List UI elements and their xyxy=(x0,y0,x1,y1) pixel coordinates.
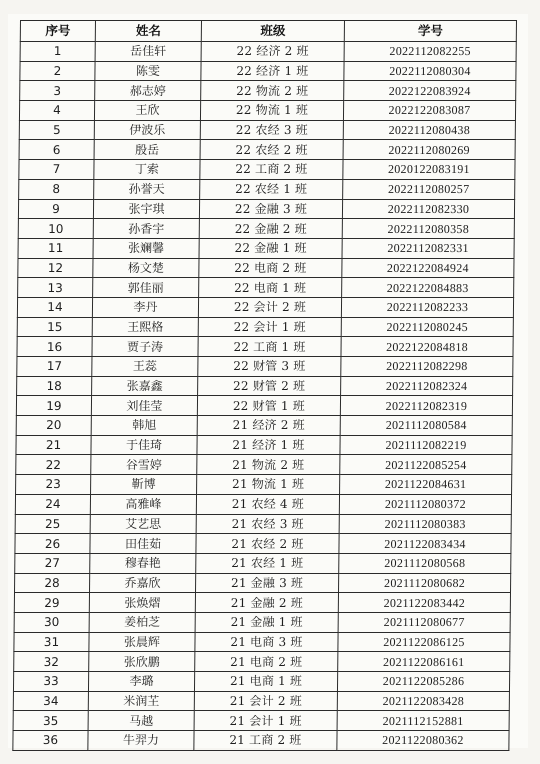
cell-serial-number: 4 xyxy=(19,101,94,121)
cell-class: 22 经济 2 班 xyxy=(201,42,344,62)
cell-class: 22 财管 1 班 xyxy=(197,396,340,416)
cell-serial-number: 36 xyxy=(13,731,88,751)
cell-serial-number: 31 xyxy=(14,632,89,652)
document-page xyxy=(8,14,528,748)
table-row xyxy=(16,435,512,455)
cell-student-id: 2022122084924 xyxy=(342,258,514,278)
cell-name: 伊波乐 xyxy=(94,120,200,140)
cell-class: 21 农经 1 班 xyxy=(196,553,339,573)
table-row xyxy=(17,317,513,337)
cell-serial-number: 11 xyxy=(18,238,93,258)
cell-serial-number: 12 xyxy=(18,258,93,278)
cell-student-id: 2022112080304 xyxy=(344,61,516,81)
cell-class: 22 电商 2 班 xyxy=(199,258,342,278)
cell-serial-number: 34 xyxy=(13,691,88,711)
cell-name: 张焕熠 xyxy=(89,593,195,613)
cell-name: 张晨辉 xyxy=(89,632,195,652)
cell-class: 22 财管 3 班 xyxy=(198,357,341,377)
table-row xyxy=(14,593,510,613)
cell-name: 艾艺思 xyxy=(90,514,196,534)
table-row xyxy=(15,573,511,593)
cell-serial-number: 9 xyxy=(18,199,93,219)
table-row xyxy=(19,140,515,160)
header-row xyxy=(20,21,516,42)
cell-serial-number: 8 xyxy=(19,179,94,199)
cell-serial-number: 24 xyxy=(15,494,90,514)
table-row xyxy=(19,179,515,199)
cell-student-id: 2022112080438 xyxy=(343,120,515,140)
cell-class: 21 经济 2 班 xyxy=(197,416,340,436)
cell-class: 22 金融 2 班 xyxy=(199,219,342,239)
cell-name: 于佳琦 xyxy=(91,435,197,455)
cell-name: 王欣 xyxy=(94,101,200,121)
cell-student-id: 2022112082298 xyxy=(341,357,513,377)
cell-name: 贾子涛 xyxy=(92,337,198,357)
table-row xyxy=(14,612,510,632)
cell-name: 丁索 xyxy=(94,160,200,180)
cell-serial-number: 22 xyxy=(16,455,91,475)
table-row xyxy=(20,42,516,62)
cell-class: 21 金融 3 班 xyxy=(196,573,339,593)
cell-student-id: 2021122086125 xyxy=(338,632,510,652)
header-class: 班级 xyxy=(201,21,344,42)
cell-name: 张嘉鑫 xyxy=(92,376,198,396)
table-row xyxy=(15,553,511,573)
table-row xyxy=(17,376,513,396)
cell-name: 郝志婷 xyxy=(95,81,201,101)
cell-serial-number: 6 xyxy=(19,140,94,160)
cell-student-id: 2021122083428 xyxy=(337,691,509,711)
cell-student-id: 2021112080372 xyxy=(339,494,511,514)
table-row xyxy=(13,711,509,731)
cell-name: 乔嘉欣 xyxy=(90,573,196,593)
cell-serial-number: 21 xyxy=(16,435,91,455)
cell-student-id: 2021122085254 xyxy=(340,455,512,475)
table-row xyxy=(17,357,513,377)
cell-serial-number: 18 xyxy=(17,376,92,396)
cell-serial-number: 32 xyxy=(14,652,89,672)
cell-class: 21 金融 2 班 xyxy=(195,593,338,613)
cell-class: 22 物流 2 班 xyxy=(201,81,344,101)
cell-student-id: 2021122084631 xyxy=(340,475,512,495)
cell-class: 22 工商 1 班 xyxy=(198,337,341,357)
table-row xyxy=(18,278,514,298)
table-row xyxy=(20,61,516,81)
cell-name: 韩旭 xyxy=(91,416,197,436)
cell-serial-number: 15 xyxy=(17,317,92,337)
cell-student-id: 2022112082255 xyxy=(344,42,516,62)
cell-name: 田佳茹 xyxy=(90,534,196,554)
cell-serial-number: 16 xyxy=(17,337,92,357)
cell-student-id: 2022112080358 xyxy=(342,219,514,239)
cell-name: 陈雯 xyxy=(95,61,201,81)
cell-student-id: 2021112082219 xyxy=(340,435,512,455)
cell-class: 22 会计 1 班 xyxy=(198,317,341,337)
cell-serial-number: 17 xyxy=(17,357,92,377)
cell-class: 22 会计 2 班 xyxy=(198,297,341,317)
cell-class: 22 财管 2 班 xyxy=(198,376,341,396)
cell-name: 孙香宇 xyxy=(93,219,199,239)
cell-name: 张斓馨 xyxy=(93,238,199,258)
cell-name: 王蕊 xyxy=(92,357,198,377)
cell-class: 21 电商 1 班 xyxy=(194,672,337,692)
cell-student-id: 2021112080568 xyxy=(339,553,511,573)
cell-serial-number: 35 xyxy=(13,711,88,731)
cell-serial-number: 30 xyxy=(14,612,89,632)
table-row xyxy=(18,258,514,278)
table-row xyxy=(19,101,515,121)
student-roster-table xyxy=(12,20,517,751)
cell-class: 21 金融 1 班 xyxy=(195,612,338,632)
cell-student-id: 2022112080269 xyxy=(343,140,515,160)
cell-class: 21 电商 2 班 xyxy=(195,652,338,672)
cell-serial-number: 33 xyxy=(13,672,88,692)
cell-student-id: 2022122084883 xyxy=(342,278,514,298)
table-row xyxy=(15,494,511,514)
cell-name: 郭佳丽 xyxy=(93,278,199,298)
header-serial-number: 序号 xyxy=(20,21,95,42)
cell-name: 刘佳莹 xyxy=(91,396,197,416)
cell-student-id: 2022112080245 xyxy=(341,317,513,337)
cell-serial-number: 25 xyxy=(15,514,90,534)
cell-name: 李丹 xyxy=(92,297,198,317)
cell-serial-number: 26 xyxy=(15,534,90,554)
table-row xyxy=(15,534,511,554)
table-row xyxy=(16,416,512,436)
cell-class: 21 会计 1 班 xyxy=(194,711,337,731)
cell-name: 穆春艳 xyxy=(90,553,196,573)
cell-student-id: 2022112082233 xyxy=(341,297,513,317)
cell-student-id: 2021112152881 xyxy=(337,711,509,731)
table-row xyxy=(16,455,512,475)
cell-student-id: 2021122085286 xyxy=(337,672,509,692)
cell-student-id: 2021122083434 xyxy=(339,534,511,554)
table-row xyxy=(18,219,514,239)
cell-name: 靳博 xyxy=(91,475,197,495)
cell-student-id: 2022112082324 xyxy=(341,376,513,396)
cell-class: 22 金融 1 班 xyxy=(199,238,342,258)
table-row xyxy=(17,337,513,357)
cell-serial-number: 27 xyxy=(15,553,90,573)
cell-name: 杨文楚 xyxy=(93,258,199,278)
cell-name: 谷雪婷 xyxy=(91,455,197,475)
cell-student-id: 2022122083924 xyxy=(344,81,516,101)
cell-name: 牛羿力 xyxy=(88,731,194,751)
cell-student-id: 2021112080584 xyxy=(340,416,512,436)
cell-class: 22 农经 3 班 xyxy=(200,120,343,140)
cell-name: 高雅峰 xyxy=(90,494,196,514)
table-row xyxy=(20,81,516,101)
table-header xyxy=(20,21,516,42)
cell-student-id: 2021112080682 xyxy=(339,573,511,593)
cell-student-id: 2022112082330 xyxy=(342,199,514,219)
table-row xyxy=(14,652,510,672)
cell-class: 22 农经 2 班 xyxy=(200,140,343,160)
table-row xyxy=(18,199,514,219)
cell-class: 22 工商 2 班 xyxy=(200,160,343,180)
cell-serial-number: 5 xyxy=(19,120,94,140)
cell-name: 米润芏 xyxy=(88,691,194,711)
cell-class: 22 电商 1 班 xyxy=(199,278,342,298)
cell-serial-number: 7 xyxy=(19,160,94,180)
table-row xyxy=(18,238,514,258)
cell-serial-number: 20 xyxy=(16,416,91,436)
table-row xyxy=(16,396,512,416)
cell-student-id: 2021112080677 xyxy=(338,612,510,632)
cell-student-id: 2022112080257 xyxy=(343,179,515,199)
table-row xyxy=(14,632,510,652)
table-row xyxy=(13,672,509,692)
cell-class: 21 电商 3 班 xyxy=(195,632,338,652)
cell-class: 21 农经 2 班 xyxy=(196,534,339,554)
cell-serial-number: 2 xyxy=(20,61,95,81)
table-row xyxy=(15,514,511,534)
cell-name: 王熙格 xyxy=(92,317,198,337)
cell-serial-number: 10 xyxy=(18,219,93,239)
cell-name: 马越 xyxy=(88,711,194,731)
cell-name: 孙誉天 xyxy=(94,179,200,199)
table-row xyxy=(19,160,515,180)
cell-serial-number: 23 xyxy=(16,475,91,495)
cell-name: 张欣鹏 xyxy=(89,652,195,672)
table-row xyxy=(13,731,509,751)
cell-class: 21 农经 4 班 xyxy=(196,494,339,514)
cell-class: 21 物流 2 班 xyxy=(197,455,340,475)
table-row xyxy=(13,691,509,711)
cell-class: 21 物流 1 班 xyxy=(197,475,340,495)
cell-student-id: 2022122084818 xyxy=(341,337,513,357)
cell-name: 岳佳轩 xyxy=(95,42,201,62)
cell-class: 21 工商 2 班 xyxy=(194,731,337,751)
cell-name: 李璐 xyxy=(88,672,194,692)
cell-name: 殷岳 xyxy=(94,140,200,160)
cell-student-id: 2022122083087 xyxy=(343,101,515,121)
header-student-id: 学号 xyxy=(344,21,516,42)
cell-class: 21 会计 2 班 xyxy=(194,691,337,711)
cell-student-id: 2021112080383 xyxy=(339,514,511,534)
cell-student-id: 2021122083442 xyxy=(338,593,510,613)
cell-name: 姜柏芝 xyxy=(89,612,195,632)
cell-class: 22 经济 1 班 xyxy=(201,61,344,81)
cell-class: 22 金融 3 班 xyxy=(199,199,342,219)
cell-class: 22 物流 1 班 xyxy=(200,101,343,121)
cell-serial-number: 19 xyxy=(16,396,91,416)
cell-class: 21 经济 1 班 xyxy=(197,435,340,455)
cell-serial-number: 28 xyxy=(15,573,90,593)
cell-class: 21 农经 3 班 xyxy=(196,514,339,534)
table-row xyxy=(16,475,512,495)
cell-serial-number: 3 xyxy=(20,81,95,101)
cell-name: 张宇琪 xyxy=(93,199,199,219)
cell-student-id: 2020122083191 xyxy=(343,160,515,180)
cell-student-id: 2022112082319 xyxy=(340,396,512,416)
cell-serial-number: 14 xyxy=(17,297,92,317)
cell-serial-number: 13 xyxy=(18,278,93,298)
table-row xyxy=(19,120,515,140)
cell-student-id: 2022112082331 xyxy=(342,238,514,258)
cell-serial-number: 29 xyxy=(14,593,89,613)
cell-serial-number: 1 xyxy=(20,42,95,62)
table-row xyxy=(17,297,513,317)
cell-student-id: 2021122086161 xyxy=(338,652,510,672)
cell-student-id: 2021122080362 xyxy=(337,731,509,751)
table-body xyxy=(13,42,516,751)
header-name: 姓名 xyxy=(95,21,201,42)
cell-class: 22 农经 1 班 xyxy=(200,179,343,199)
